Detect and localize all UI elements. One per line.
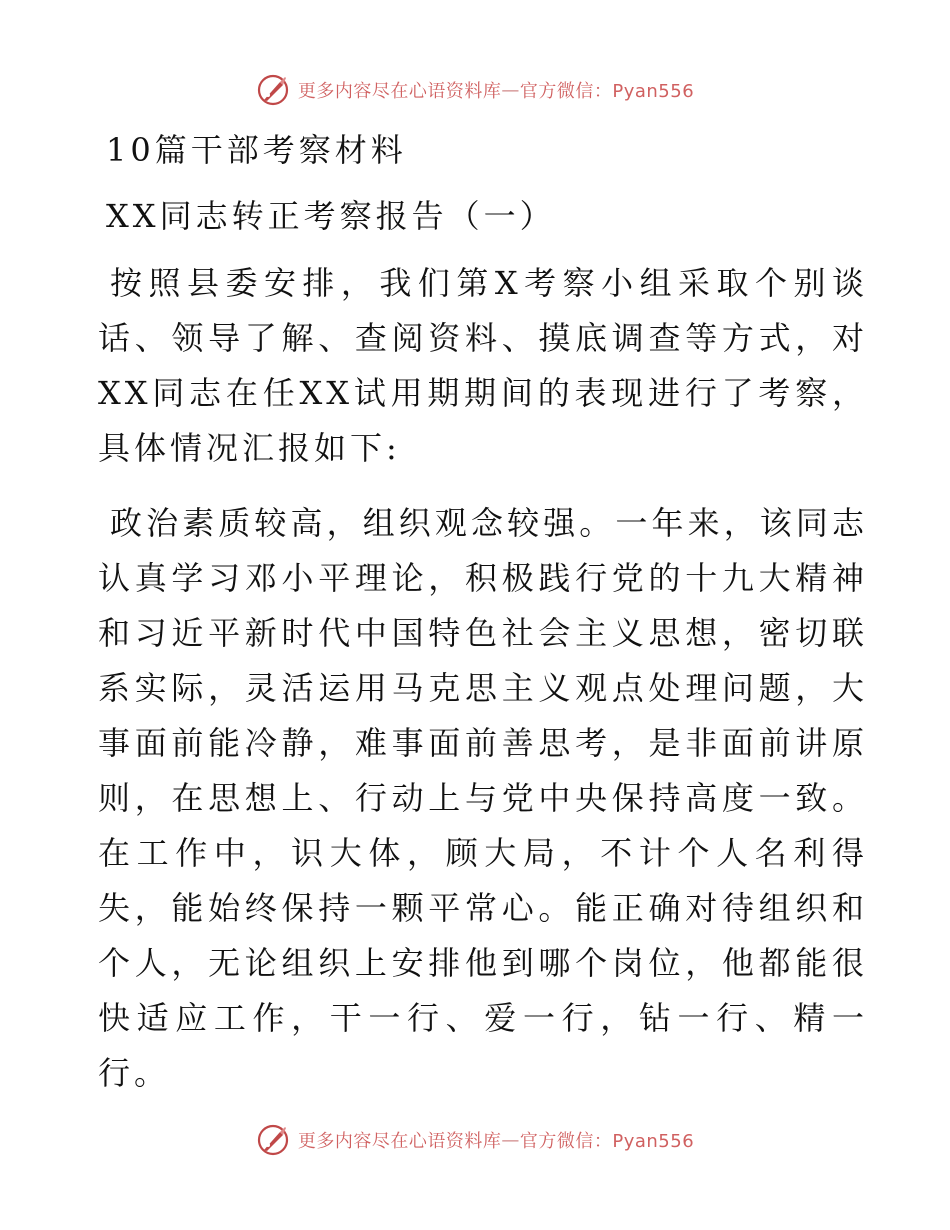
watermark-contact: 官方微信：Pyan556 bbox=[519, 1131, 695, 1152]
document-title: 10篇干部考察材料 bbox=[106, 131, 407, 169]
watermark-contact: 官方微信：Pyan556 bbox=[519, 81, 695, 102]
paragraph-political-quality: 政治素质较高，组织观念较强。一年来，该同志认真学习邓小平理论，积极践行党的十九大精神和习近平新时代中国特色社会主义思想，密切联系实际，灵活运用马克思主义观点处理问题，大事面前能冷静，难事面前善思考，是非面前讲原则，在思想上、行动上与党中央保持高度一致。在工作中，识大体，顾大局，不计个人名利得失，能始终保持一颗平常心。能正确对待组织和个人，无论组织上安排他到哪个岗位，他都能很快适应工作，干一行、爱一行，钻一行、精一行。 bbox=[98, 504, 868, 1092]
footer-watermark bbox=[0, 1120, 950, 1160]
watermark-text: 更多内容尽在心语资料库 bbox=[297, 81, 502, 102]
quill-pen-logo-icon bbox=[256, 1123, 290, 1157]
watermark-dash: — bbox=[501, 79, 520, 101]
document-subtitle: XX同志转正考察报告（一） bbox=[106, 197, 556, 235]
watermark-dash: — bbox=[501, 1129, 520, 1151]
watermark-text: 更多内容尽在心语资料库 bbox=[297, 1131, 502, 1152]
header-watermark bbox=[0, 70, 950, 110]
quill-pen-logo-icon bbox=[256, 73, 290, 107]
document-body bbox=[98, 122, 868, 1121]
paragraph-intro: 按照县委安排，我们第X考察小组采取个别谈话、领导了解、查阅资料、摸底调查等方式，对XX同志在任XX试用期期间的表现进行了考察，具体情况汇报如下: bbox=[98, 264, 868, 467]
